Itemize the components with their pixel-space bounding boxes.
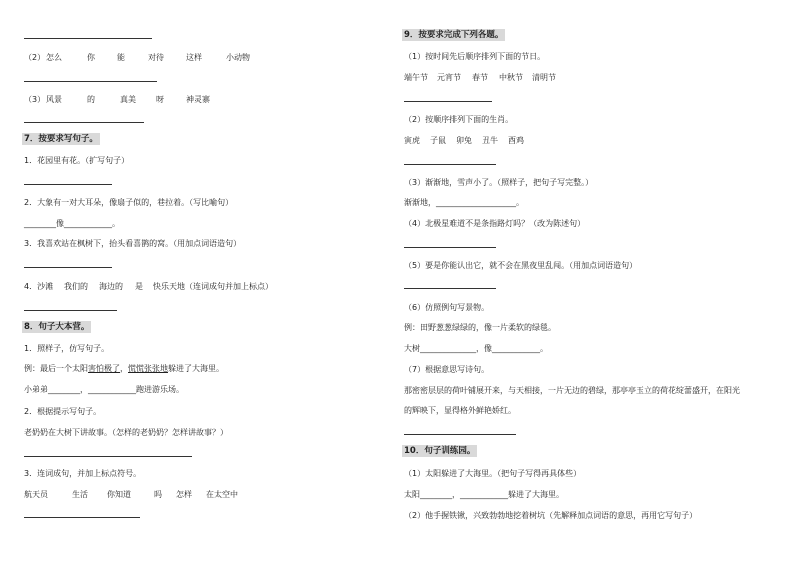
section-title-8: 8．句子大本营。 [24, 322, 90, 332]
q8-line5: 老奶奶在大树下讲故事。（怎样的老奶奶？怎样讲故事？） [24, 428, 228, 437]
q7-line2: 2．大象有一对大耳朵，像扇子似的，巷拉着。（写比喻句） [24, 198, 234, 207]
word: 寅虎 [404, 136, 420, 145]
answer-line [24, 310, 117, 311]
answer-line [404, 247, 496, 248]
section-title-10: 10．句子训练园。 [404, 446, 476, 456]
word: 你知道 [107, 490, 131, 499]
q7-line4: 3．我喜欢站在枫树下，抬头看喜鹊的窝。（用加点词语造句） [24, 239, 242, 248]
q6-item2-num: （2） [24, 53, 46, 62]
word: 能 [117, 53, 125, 62]
q9-line1: （1）按时间先后顺序排列下面的节日。 [404, 52, 546, 61]
q10-line1: （1）太阳躲进了大海里。（把句子写得再具体些） [404, 469, 582, 478]
q6-item3-num: （3） [24, 95, 46, 104]
section-title-9: 9．按要求完成下列各题。 [404, 30, 504, 40]
word: 酉鸡 [508, 136, 524, 145]
q10-line2: 太阳________，____________躲进了大海里。 [404, 490, 564, 499]
word: 你 [87, 53, 95, 62]
q7-line1: 1．花园里有花。（扩写句子） [24, 156, 130, 165]
word: 小动物 [226, 53, 250, 62]
q8-line6: 3．连词成句，并加上标点符号。 [24, 469, 142, 478]
word: 生活 [72, 490, 88, 499]
word: 对待 [148, 53, 164, 62]
q7-line3: ________像____________。 [24, 219, 120, 228]
word: 端午节 [404, 73, 428, 82]
q8-line3: 小弟弟________，____________跑进游乐场。 [24, 385, 184, 394]
section-title-7: 7．按要求写句子。 [24, 134, 98, 144]
example-suffix: 躲进了大海里。 [168, 364, 224, 373]
word: 怎么 [46, 53, 62, 62]
underlined-phrase: 慌慌张张地 [128, 364, 168, 373]
q9-line14: 的辉映下，显得格外鲜艳娇红。 [404, 406, 516, 415]
word: 卯兔 [456, 136, 472, 145]
word: 春节 [472, 73, 488, 82]
q9-line7: （4）北极星难道不是条指路灯吗？（改为陈述句） [404, 219, 586, 228]
answer-line [24, 38, 152, 39]
q9-line11: 大树______________，像____________。 [404, 344, 548, 353]
comma: ， [120, 364, 128, 373]
q9-line6: 渐渐地，____________________。 [404, 198, 524, 207]
word: 吗 [154, 490, 162, 499]
word: 航天员 [24, 490, 48, 499]
q9-line10: 例：田野葱葱绿绿的，像一片柔软的绿毯。 [404, 323, 556, 332]
answer-line [24, 456, 192, 457]
word: 我们的 [64, 282, 88, 291]
answer-line [404, 101, 492, 102]
answer-line [404, 434, 516, 435]
answer-line [24, 267, 112, 268]
word: 海边的 [99, 282, 123, 291]
word: 真美 [120, 95, 136, 104]
answer-line [404, 164, 496, 165]
word: 丑牛 [482, 136, 498, 145]
word: 风景 [46, 95, 62, 104]
q10-line3: （2）他手握铁锹，兴致勃勃地挖着树坑（先解释加点词语的意思，再用它写句子） [404, 511, 698, 520]
q9-line5: （3）渐渐地，雪声小了。（照样子，把句子写完整。） [404, 178, 594, 187]
q9-line9: （6）仿照例句写景物。 [404, 303, 490, 312]
word: 神灵寨 [186, 95, 210, 104]
underlined-phrase: 害怕极了 [88, 364, 120, 373]
word: 怎样 [176, 490, 192, 499]
word: 子鼠 [430, 136, 446, 145]
word: 元宵节 [437, 73, 461, 82]
word: 的 [87, 95, 95, 104]
q7-line5-prefix: 4．沙滩 [24, 282, 54, 291]
word: 这样 [186, 53, 202, 62]
q8-line1: 1．照样子，仿写句子。 [24, 344, 110, 353]
answer-line [24, 81, 157, 82]
q8-line4: 2．根据提示写句子。 [24, 407, 102, 416]
word: 快乐天地（连词成句并加上标点） [153, 282, 273, 291]
word: 是 [135, 282, 143, 291]
q8-line2 [24, 363, 224, 374]
q9-line12: （7）根据意思写诗句。 [404, 365, 490, 374]
q9-line13: 那密密层层的荷叶铺展开来，与天相接，一片无边的碧绿，那亭亭玉立的荷花绽蕾盛开，在阳光 [404, 386, 740, 395]
answer-line [24, 122, 144, 123]
word: 在太空中 [206, 490, 238, 499]
answer-line [404, 288, 496, 289]
word: 中秋节 [499, 73, 523, 82]
word: 清明节 [532, 73, 556, 82]
q9-line8: （5）要是你能认出它，就不会在黑夜里乱闯。（用加点词语造句） [404, 261, 638, 270]
answer-line [24, 517, 140, 518]
word: 呀 [156, 95, 164, 104]
q9-line3: （2）按顺序排列下面的生肖。 [404, 115, 514, 124]
answer-line [24, 184, 112, 185]
example-prefix: 例：最后一个太阳 [24, 364, 88, 373]
